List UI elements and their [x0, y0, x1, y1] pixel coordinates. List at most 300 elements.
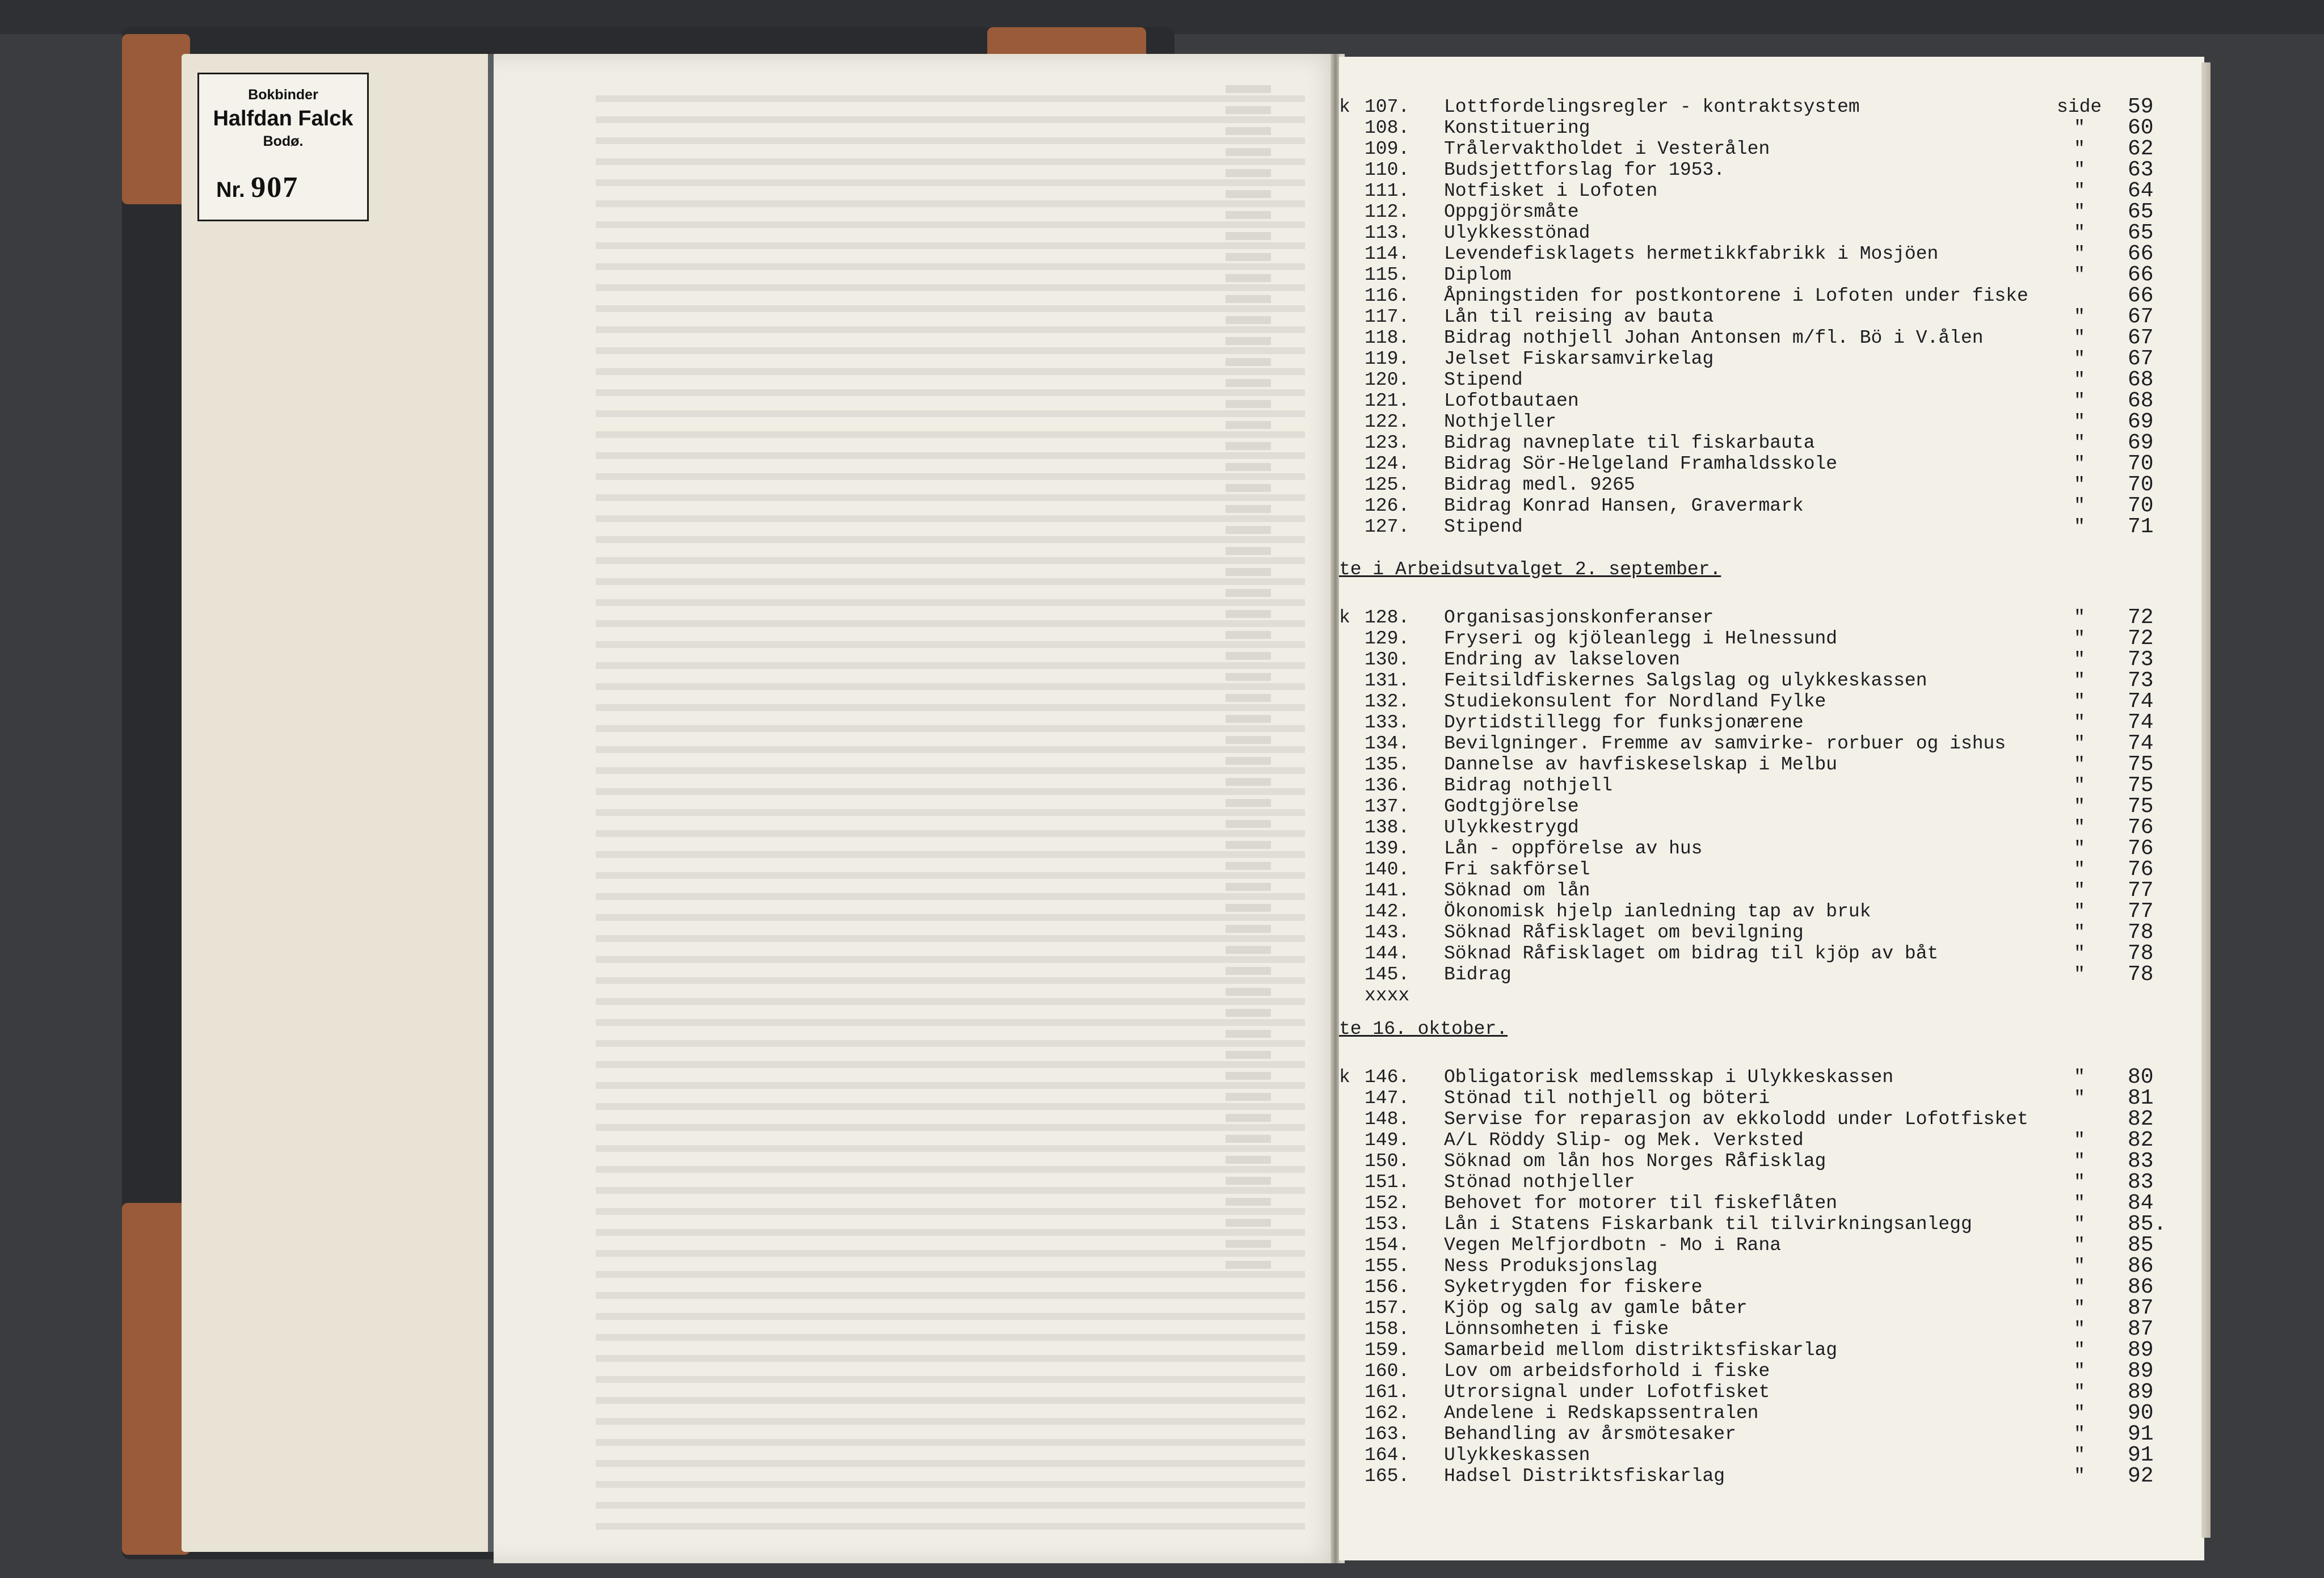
leather-corner-bottom-left	[122, 1203, 190, 1555]
bleed-through-text	[596, 85, 1305, 1532]
entry-number: 119.	[1365, 348, 1410, 369]
entry-ditto-mark: "	[2074, 516, 2085, 537]
index-entry	[1339, 964, 2190, 985]
entry-ditto-mark: "	[2074, 1319, 2085, 1340]
entry-ditto-mark: "	[2074, 1382, 2085, 1403]
bleed-through-page-numbers	[1226, 85, 1271, 1277]
entry-ditto-mark: "	[2074, 327, 2085, 348]
entry-page: 72	[2128, 626, 2154, 651]
entry-number: 141.	[1365, 880, 1410, 901]
entry-title: Bidrag Konrad Hansen, Gravermark	[1444, 495, 1804, 516]
entry-page: 89	[2128, 1359, 2154, 1383]
entry-title: Bevilgninger. Fremme av samvirke- rorbuer og ishus	[1444, 733, 2006, 754]
entry-number: 108.	[1365, 117, 1410, 138]
index-entries	[1339, 57, 2204, 1560]
entry-number: 134.	[1365, 733, 1410, 754]
binder-label-title: Bokbinder	[248, 87, 318, 103]
index-entry	[1339, 1298, 2190, 1319]
entry-page: 74	[2128, 710, 2154, 735]
entry-number: 145.	[1365, 964, 1410, 985]
index-entry	[1339, 1130, 2190, 1151]
entry-page: 83	[2128, 1170, 2154, 1194]
entry-title: Organisasjonskonferanser	[1444, 607, 1714, 628]
entry-page: 74	[2128, 689, 2154, 714]
entry-number: 126.	[1365, 495, 1410, 516]
index-entry	[1339, 222, 2190, 243]
entry-title: Stönad til nothjell og böteri	[1444, 1088, 1770, 1109]
entry-ditto-mark: "	[2074, 495, 2085, 516]
entry-ditto-mark: "	[2074, 691, 2085, 712]
index-entry	[1339, 117, 2190, 138]
entry-page: 86	[2128, 1275, 2154, 1299]
entry-title: Bidrag nothjell Johan Antonsen m/fl. Bö i V.ålen	[1444, 327, 1984, 348]
entry-number: 135.	[1365, 754, 1410, 775]
entry-number: 129.	[1365, 628, 1410, 649]
binder-label-nr-value: 907	[251, 171, 299, 204]
entry-title: Stipend	[1444, 369, 1523, 390]
entry-title: Söknad om lån hos Norges Råfisklag	[1444, 1151, 1826, 1172]
entry-number: 158.	[1365, 1319, 1410, 1340]
index-entry	[1339, 691, 2190, 712]
entry-ditto-mark: "	[2074, 901, 2085, 922]
section-heading: te i Arbeidsutvalget 2. september.	[1339, 559, 1721, 580]
entry-page: 91	[2128, 1443, 2154, 1467]
index-entry	[1339, 1403, 2190, 1424]
entry-number: 118.	[1365, 327, 1410, 348]
entry-title: Åpningstiden for postkontorene i Lofoten under fiske	[1444, 285, 2028, 306]
entry-ditto-mark: "	[2074, 180, 2085, 201]
entry-page: 75	[2128, 752, 2154, 777]
entry-number: 148.	[1365, 1109, 1410, 1130]
entry-page: 80	[2128, 1065, 2154, 1089]
entry-page: 92	[2128, 1464, 2154, 1488]
index-entry	[1339, 327, 2190, 348]
index-entry	[1339, 1256, 2190, 1277]
entry-ditto-mark: "	[2074, 607, 2085, 628]
entry-page: 69	[2128, 410, 2154, 434]
entry-page: 76	[2128, 836, 2154, 861]
entry-ditto-mark: "	[2074, 775, 2085, 796]
entry-number: xxxx	[1365, 985, 1410, 1006]
entry-page: 78	[2128, 962, 2154, 987]
entry-number: 117.	[1365, 306, 1410, 327]
entry-page: 66	[2128, 284, 2154, 308]
entry-page: 84	[2128, 1191, 2154, 1215]
entry-page: 70	[2128, 473, 2154, 497]
entry-title: Bidrag	[1444, 964, 1512, 985]
entry-prefix: k	[1339, 96, 1350, 117]
index-entry	[1339, 670, 2190, 691]
entry-ditto-mark: "	[2074, 222, 2085, 243]
index-entry	[1339, 1088, 2190, 1109]
entry-ditto-mark: "	[2074, 859, 2085, 880]
entry-number: 115.	[1365, 264, 1410, 285]
entry-ditto-mark: "	[2074, 712, 2085, 733]
entry-page: 76	[2128, 815, 2154, 840]
entry-title: Lån - oppförelse av hus	[1444, 838, 1703, 859]
entry-number: 147.	[1365, 1088, 1410, 1109]
entry-ditto-mark: "	[2074, 1067, 2085, 1088]
index-entry	[1339, 516, 2190, 537]
entry-prefix: k	[1339, 607, 1350, 628]
entry-ditto-mark: "	[2074, 243, 2085, 264]
entry-page: 71	[2128, 515, 2154, 539]
entry-number: 142.	[1365, 901, 1410, 922]
entry-number: 128.	[1365, 607, 1410, 628]
entry-number: 161.	[1365, 1382, 1410, 1403]
entry-title: Dannelse av havfiskeselskap i Melbu	[1444, 754, 1838, 775]
inside-cover-board	[182, 54, 502, 1552]
entry-number: 165.	[1365, 1466, 1410, 1487]
leather-corner-top-left	[122, 34, 190, 204]
entry-ditto-mark: "	[2074, 817, 2085, 838]
entry-title: Levendefisklagets hermetikkfabrikk i Mosjöen	[1444, 243, 1939, 264]
entry-title: Bidrag navneplate til fiskarbauta	[1444, 432, 1815, 453]
entry-title: Feitsildfiskernes Salgslag og ulykkeskassen	[1444, 670, 1927, 691]
entry-ditto-mark: "	[2074, 1298, 2085, 1319]
entry-title: Stönad nothjeller	[1444, 1172, 1635, 1193]
entry-number: 111.	[1365, 180, 1410, 201]
entry-page: 87	[2128, 1317, 2154, 1341]
entry-number: 107.	[1365, 96, 1410, 117]
entry-title: Bidrag medl. 9265	[1444, 474, 1635, 495]
entry-ditto-mark: "	[2074, 1340, 2085, 1361]
entry-ditto-mark: "	[2074, 1235, 2085, 1256]
entry-ditto-mark: "	[2074, 264, 2085, 285]
entry-ditto-mark: "	[2074, 1172, 2085, 1193]
entry-title: Lottfordelingsregler - kontraktsystem	[1444, 96, 1860, 117]
entry-page: 75	[2128, 794, 2154, 819]
index-entry	[1339, 159, 2190, 180]
entry-ditto-mark: "	[2074, 474, 2085, 495]
entry-page: 70	[2128, 452, 2154, 476]
index-entry	[1339, 1445, 2190, 1466]
entry-ditto-mark: "	[2074, 880, 2085, 901]
index-entry	[1339, 922, 2190, 943]
index-entry	[1339, 474, 2190, 495]
entry-title: Dyrtidstillegg for funksjonærene	[1444, 712, 1804, 733]
entry-number: 124.	[1365, 453, 1410, 474]
entry-title: Ökonomisk hjelp ianledning tap av bruk	[1444, 901, 1871, 922]
entry-page: 63	[2128, 158, 2154, 182]
entry-number: 125.	[1365, 474, 1410, 495]
index-entry	[1339, 628, 2190, 649]
entry-title: Jelset Fiskarsamvirkelag	[1444, 348, 1714, 369]
index-entry	[1339, 1382, 2190, 1403]
entry-title: Diplom	[1444, 264, 1512, 285]
entry-number: 114.	[1365, 243, 1410, 264]
entry-number: 116.	[1365, 285, 1410, 306]
entry-ditto-mark: "	[2074, 159, 2085, 180]
entry-ditto-mark: "	[2074, 754, 2085, 775]
index-entry	[1339, 1319, 2190, 1340]
entry-ditto-mark: "	[2074, 117, 2085, 138]
index-entry	[1339, 1151, 2190, 1172]
entry-number: 154.	[1365, 1235, 1410, 1256]
entry-ditto-mark: "	[2074, 1424, 2085, 1445]
entry-title: Kjöp og salg av gamle båter	[1444, 1298, 1748, 1319]
entry-page: 85	[2128, 1233, 2154, 1257]
entry-ditto-mark: "	[2074, 1130, 2085, 1151]
entry-page: 81	[2128, 1086, 2154, 1110]
index-entry	[1339, 1214, 2190, 1235]
entry-number: 109.	[1365, 138, 1410, 159]
index-page	[1339, 57, 2204, 1560]
index-entry	[1339, 453, 2190, 474]
entry-page: 66	[2128, 263, 2154, 287]
entry-ditto-mark: "	[2074, 1403, 2085, 1424]
index-entry	[1339, 649, 2190, 670]
entry-number: 163.	[1365, 1424, 1410, 1445]
entry-title: Nothjeller	[1444, 411, 1557, 432]
entry-number: 149.	[1365, 1130, 1410, 1151]
entry-title: Samarbeid mellom distriktsfiskarlag	[1444, 1340, 1838, 1361]
entry-title: Behovet for motorer til fiskeflåten	[1444, 1193, 1838, 1214]
index-entry	[1339, 838, 2190, 859]
entry-number: 137.	[1365, 796, 1410, 817]
entry-ditto-mark: "	[2074, 453, 2085, 474]
entry-title: Vegen Melfjordbotn - Mo i Rana	[1444, 1235, 1782, 1256]
entry-ditto-mark: "	[2074, 390, 2085, 411]
entry-number: 127.	[1365, 516, 1410, 537]
entry-number: 130.	[1365, 649, 1410, 670]
entry-page: 76	[2128, 857, 2154, 882]
entry-title: Servise for reparasjon av ekkolodd under Lofotfisket	[1444, 1109, 2028, 1130]
entry-title: Obligatorisk medlemsskap i Ulykkeskassen	[1444, 1067, 1894, 1088]
index-entry	[1339, 754, 2190, 775]
entry-number: 136.	[1365, 775, 1410, 796]
entry-number: 113.	[1365, 222, 1410, 243]
entry-ditto-mark: "	[2074, 1088, 2085, 1109]
entry-page: 77	[2128, 899, 2154, 924]
entry-page: 74	[2128, 731, 2154, 756]
entry-ditto-mark: "	[2074, 838, 2085, 859]
index-entry	[1339, 733, 2190, 754]
entry-title: Andelene i Redskapssentralen	[1444, 1403, 1759, 1424]
entry-ditto-mark: "	[2074, 964, 2085, 985]
entry-number: 159.	[1365, 1340, 1410, 1361]
entry-ditto-mark: "	[2074, 1361, 2085, 1382]
entry-page: 62	[2128, 137, 2154, 161]
entry-title: Bidrag nothjell	[1444, 775, 1613, 796]
entry-title: Ulykkestrygd	[1444, 817, 1579, 838]
entry-number: 132.	[1365, 691, 1410, 712]
index-entry	[1339, 1193, 2190, 1214]
entry-prefix: k	[1339, 1067, 1350, 1088]
section-heading: te 16. oktober.	[1339, 1019, 1508, 1040]
entry-ditto-mark: "	[2074, 1277, 2085, 1298]
index-entry	[1339, 796, 2190, 817]
entry-title: Konstituering	[1444, 117, 1590, 138]
entry-page: 78	[2128, 920, 2154, 945]
index-entry	[1339, 411, 2190, 432]
entry-title: Fryseri og kjöleanlegg i Helnessund	[1444, 628, 1838, 649]
entry-title: Lönnsomheten i fiske	[1444, 1319, 1669, 1340]
entry-ditto-mark: "	[2074, 348, 2085, 369]
page-stack-edge	[2201, 62, 2211, 1538]
entry-page: 87	[2128, 1296, 2154, 1320]
index-entry	[1339, 985, 2190, 1006]
entry-number: 155.	[1365, 1256, 1410, 1277]
index-entry	[1339, 369, 2190, 390]
binder-label-city: Bodø.	[263, 133, 304, 149]
entry-ditto-mark: "	[2074, 1151, 2085, 1172]
index-entry	[1339, 817, 2190, 838]
entry-number: 120.	[1365, 369, 1410, 390]
entry-title: Lån i Statens Fiskarbank til tilvirkningsanlegg	[1444, 1214, 1972, 1235]
index-entry	[1339, 96, 2190, 117]
entry-title: Studiekonsulent for Nordland Fylke	[1444, 691, 1826, 712]
entry-title: Ness Produksjonslag	[1444, 1256, 1658, 1277]
entry-page: 85.	[2128, 1212, 2167, 1236]
entry-ditto-mark: "	[2074, 922, 2085, 943]
index-entry	[1339, 390, 2190, 411]
entry-page: 77	[2128, 878, 2154, 903]
index-entry	[1339, 264, 2190, 285]
entry-number: 156.	[1365, 1277, 1410, 1298]
entry-number: 133.	[1365, 712, 1410, 733]
entry-number: 139.	[1365, 838, 1410, 859]
entry-title: Behandling av årsmötesaker	[1444, 1424, 1736, 1445]
index-entry	[1339, 1424, 2190, 1445]
entry-page: 90	[2128, 1401, 2154, 1425]
index-entry	[1339, 880, 2190, 901]
binder-label-number	[216, 171, 298, 204]
entry-title: Lov om arbeidsforhold i fiske	[1444, 1361, 1770, 1382]
entry-page: 69	[2128, 431, 2154, 455]
entry-page: 73	[2128, 647, 2154, 672]
entry-number: 143.	[1365, 922, 1410, 943]
entry-page: 78	[2128, 941, 2154, 966]
entry-title: Notfisket i Lofoten	[1444, 180, 1658, 201]
entry-page: 82	[2128, 1107, 2154, 1131]
entry-title: Söknad Råfisklaget om bidrag til kjöp av båt	[1444, 943, 1939, 964]
entry-title: Fri sakförsel	[1444, 859, 1590, 880]
index-entry	[1339, 432, 2190, 453]
entry-ditto-mark: "	[2074, 1445, 2085, 1466]
index-entry	[1339, 1277, 2190, 1298]
entry-page: 91	[2128, 1422, 2154, 1446]
entry-number: 123.	[1365, 432, 1410, 453]
entry-ditto-mark: "	[2074, 411, 2085, 432]
index-entry	[1339, 901, 2190, 922]
entry-number: 110.	[1365, 159, 1410, 180]
index-entry	[1339, 201, 2190, 222]
entry-number: 138.	[1365, 817, 1410, 838]
entry-number: 157.	[1365, 1298, 1410, 1319]
entry-number: 112.	[1365, 201, 1410, 222]
entry-number: 122.	[1365, 411, 1410, 432]
index-entry	[1339, 1067, 2190, 1088]
entry-number: 162.	[1365, 1403, 1410, 1424]
side-column-header: side	[2057, 96, 2102, 117]
entry-number: 152.	[1365, 1193, 1410, 1214]
entry-title: Lofotbautaen	[1444, 390, 1579, 411]
index-entry	[1339, 712, 2190, 733]
entry-number: 131.	[1365, 670, 1410, 691]
index-entry	[1339, 1340, 2190, 1361]
index-entry	[1339, 180, 2190, 201]
index-entry	[1339, 1466, 2190, 1487]
entry-ditto-mark: "	[2074, 649, 2085, 670]
entry-ditto-mark: "	[2074, 670, 2085, 691]
entry-title: Söknad Råfisklaget om bevilgning	[1444, 922, 1804, 943]
entry-page: 68	[2128, 389, 2154, 413]
entry-page: 65	[2128, 221, 2154, 245]
entry-number: 153.	[1365, 1214, 1410, 1235]
entry-ditto-mark: "	[2074, 796, 2085, 817]
entry-number: 164.	[1365, 1445, 1410, 1466]
entry-page: 70	[2128, 494, 2154, 518]
entry-ditto-mark: "	[2074, 1214, 2085, 1235]
entry-title: Trålervaktholdet i Vesterålen	[1444, 138, 1770, 159]
entry-ditto-mark: "	[2074, 432, 2085, 453]
entry-title: Bidrag Sör-Helgeland Framhaldsskole	[1444, 453, 1838, 474]
entry-title: Endring av lakseloven	[1444, 649, 1680, 670]
entry-page: 89	[2128, 1380, 2154, 1404]
entry-page: 67	[2128, 305, 2154, 329]
entry-title: Lån til reising av bauta	[1444, 306, 1714, 327]
entry-page: 59	[2128, 95, 2154, 119]
entry-title: Utrorsignal under Lofotfisket	[1444, 1382, 1770, 1403]
entry-ditto-mark: "	[2074, 201, 2085, 222]
entry-page: 83	[2128, 1149, 2154, 1173]
entry-title: Söknad om lån	[1444, 880, 1590, 901]
entry-title: A/L Röddy Slip- og Mek. Verksted	[1444, 1130, 1804, 1151]
entry-page: 89	[2128, 1338, 2154, 1362]
entry-ditto-mark: "	[2074, 1256, 2085, 1277]
entry-ditto-mark: "	[2074, 943, 2085, 964]
entry-ditto-mark: "	[2074, 306, 2085, 327]
entry-number: 121.	[1365, 390, 1410, 411]
index-entry	[1339, 1361, 2190, 1382]
entry-title: Ulykkeskassen	[1444, 1445, 1590, 1466]
entry-title: Ulykkesstönad	[1444, 222, 1590, 243]
entry-page: 67	[2128, 326, 2154, 350]
index-entry	[1339, 306, 2190, 327]
entry-ditto-mark: "	[2074, 1193, 2085, 1214]
index-entry	[1339, 495, 2190, 516]
index-entry	[1339, 775, 2190, 796]
entry-title: Stipend	[1444, 516, 1523, 537]
entry-page: 86	[2128, 1254, 2154, 1278]
binder-label	[197, 73, 369, 221]
entry-page: 73	[2128, 668, 2154, 693]
entry-page: 66	[2128, 242, 2154, 266]
entry-page: 65	[2128, 200, 2154, 224]
entry-title: Godtgjörelse	[1444, 796, 1579, 817]
entry-page: 72	[2128, 605, 2154, 630]
entry-page: 68	[2128, 368, 2154, 392]
index-entry	[1339, 1235, 2190, 1256]
entry-number: 140.	[1365, 859, 1410, 880]
entry-ditto-mark: "	[2074, 138, 2085, 159]
left-page-show-through	[494, 54, 1345, 1563]
entry-title: Hadsel Distriktsfiskarlag	[1444, 1466, 1725, 1487]
binder-label-nr-prefix: Nr.	[216, 178, 245, 202]
entry-ditto-mark: "	[2074, 733, 2085, 754]
entry-number: 146.	[1365, 1067, 1410, 1088]
entry-page: 67	[2128, 347, 2154, 371]
index-entry	[1339, 285, 2190, 306]
entry-number: 160.	[1365, 1361, 1410, 1382]
index-entry	[1339, 138, 2190, 159]
entry-ditto-mark: "	[2074, 628, 2085, 649]
binder-label-name: Halfdan Falck	[213, 107, 353, 131]
entry-ditto-mark: "	[2074, 1466, 2085, 1487]
entry-number: 150.	[1365, 1151, 1410, 1172]
index-entry	[1339, 859, 2190, 880]
